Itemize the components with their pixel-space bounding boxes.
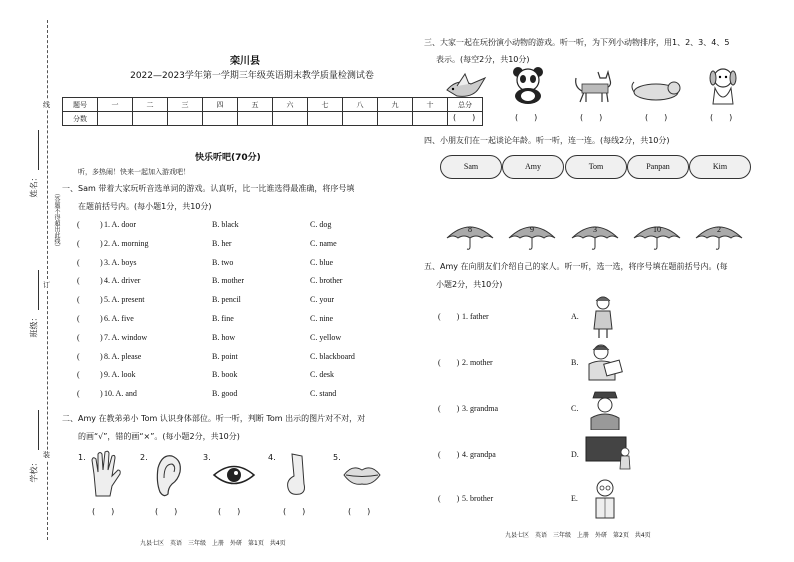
score-table-score-row: 分数: [63, 112, 483, 126]
name-cloud-sam[interactable]: Sam: [440, 155, 502, 179]
q1-answer-close[interactable]: ): [100, 220, 103, 229]
q5-option-letter: B.: [571, 358, 579, 367]
q4-instruction: 四、小朋友们在一起谈论年龄。听一听，连一连。(每线2分，共10分): [424, 136, 670, 145]
q1-answer-close[interactable]: ): [100, 352, 103, 361]
q1-option-c: C. dog: [310, 220, 332, 229]
q1-option-a: 4. A. driver: [104, 276, 141, 285]
age-number: 8: [468, 225, 472, 234]
q1-option-c: C. brother: [310, 276, 343, 285]
q5-option-letter: E.: [571, 494, 578, 503]
q1-answer-close[interactable]: ): [100, 276, 103, 285]
q1-option-c: C. blackboard: [310, 352, 355, 361]
q3-instruction-1: 三、大家一起在玩扮演小动物的游戏。听一听，为下列小动物排序，用1、2、3、4、5: [424, 38, 730, 47]
hand-image: [88, 450, 124, 498]
name-cloud-amy[interactable]: Amy: [502, 155, 564, 179]
q5-family-word: 2. mother: [462, 358, 493, 367]
age-number: 9: [530, 225, 534, 234]
foot-image: [282, 452, 308, 498]
age-umbrella[interactable]: [570, 222, 620, 250]
age-umbrella[interactable]: [632, 222, 682, 250]
age-number: 10: [653, 225, 661, 234]
q1-answer-close[interactable]: ): [100, 370, 103, 379]
class-label: 班级：: [29, 313, 39, 338]
q1-answer-close[interactable]: ): [100, 239, 103, 248]
q1-option-a: 7. A. window: [104, 333, 148, 342]
q5-answer-blank[interactable]: ( ): [438, 404, 460, 413]
q3-blank-1[interactable]: ( ): [453, 113, 476, 122]
score-table-header-row: 题号 一 二 三 四 五 六 七 八 九 十 总分: [63, 98, 483, 112]
name-cloud-panpan[interactable]: Panpan: [627, 155, 689, 179]
q3-blank-3[interactable]: ( ): [580, 113, 603, 122]
q1-answer-close[interactable]: ): [100, 389, 103, 398]
q1-instruction-1: 一、Sam 带着大家玩听音选单词的游戏。认真听，比一比谁选得最准确，将序号填: [62, 184, 355, 193]
county-title: 栾川县: [230, 56, 260, 67]
q2-num-3: 3.: [203, 453, 211, 462]
score-table: [62, 97, 483, 126]
q1-answer-open[interactable]: (: [77, 314, 80, 323]
q2-num-1: 1.: [78, 453, 86, 462]
q1-answer-open[interactable]: (: [77, 352, 80, 361]
q1-option-a: 2. A. morning: [104, 239, 149, 248]
name-label: 姓名：: [29, 173, 39, 198]
q1-option-b: B. book: [212, 370, 238, 379]
grandma-reading-image: [585, 342, 625, 382]
q2-num-4: 4.: [268, 453, 276, 462]
q1-option-a: 3. A. boys: [104, 258, 137, 267]
q1-option-a: 1. A. door: [104, 220, 136, 229]
q1-option-b: B. her: [212, 239, 232, 248]
q1-answer-close[interactable]: ): [100, 314, 103, 323]
q5-answer-blank[interactable]: ( ): [438, 494, 460, 503]
cat-image: [572, 68, 616, 104]
school-label: 学校：: [29, 458, 39, 483]
q1-answer-open[interactable]: (: [77, 220, 80, 229]
q1-option-b: B. how: [212, 333, 236, 342]
eye-image: [212, 462, 256, 488]
q1-answer-open[interactable]: (: [77, 258, 80, 267]
exam-title: 2022—2023学年第一学期三年级英语期末教学质量检测试卷: [130, 71, 374, 81]
panda-image: [510, 66, 546, 104]
q1-option-b: B. good: [212, 389, 238, 398]
q1-option-a: 6. A. five: [104, 314, 134, 323]
q2-blank-1[interactable]: ( ): [92, 507, 115, 516]
mouth-image: [342, 464, 382, 486]
class-underline: [38, 270, 39, 310]
q5-instruction-2: 小题2分，共10分): [436, 280, 503, 289]
q1-option-c: C. blue: [310, 258, 334, 267]
mark-line: 线: [43, 101, 50, 109]
section-title: 快乐听吧(70分): [195, 153, 261, 163]
q5-option-letter: C.: [571, 404, 579, 413]
age-number: 2: [717, 225, 721, 234]
intro-text: 听，多热闹！快来一起加入游戏吧！: [78, 168, 190, 176]
q5-answer-blank[interactable]: ( ): [438, 450, 460, 459]
q5-family-word: 1. father: [462, 312, 489, 321]
q5-option-letter: A.: [571, 312, 579, 321]
q1-option-c: C. desk: [310, 370, 334, 379]
mark-bind: 装: [43, 451, 50, 459]
school-underline: [38, 410, 39, 450]
age-umbrella[interactable]: [507, 222, 557, 250]
q1-answer-open[interactable]: (: [77, 276, 80, 285]
q2-num-5: 5.: [333, 453, 341, 462]
q5-family-word: 3. grandma: [462, 404, 498, 413]
q1-option-b: B. mother: [212, 276, 244, 285]
q1-option-b: B. two: [212, 258, 234, 267]
q1-answer-open[interactable]: (: [77, 370, 80, 379]
age-umbrella[interactable]: [445, 222, 495, 250]
q3-blank-2[interactable]: ( ): [515, 113, 538, 122]
footer-left: 九县七区 英语 三年级 上册 外研 第1页 共4页: [140, 540, 286, 547]
q1-option-b: B. pencil: [212, 295, 241, 304]
q1-instruction-2: 在题前括号内。(每小题1分，共10分): [78, 202, 212, 211]
policeman-image: [587, 388, 623, 430]
q1-answer-open[interactable]: (: [77, 389, 80, 398]
q1-answer-open[interactable]: (: [77, 295, 80, 304]
q1-answer-close[interactable]: ): [100, 295, 103, 304]
q1-option-b: B. point: [212, 352, 238, 361]
q5-answer-blank[interactable]: ( ): [438, 358, 460, 367]
binding-margin: [0, 0, 58, 562]
q1-option-c: C. yellow: [310, 333, 342, 342]
q1-option-a: 5. A. present: [104, 295, 145, 304]
q3-instruction-2: 表示。(每空2分，共10分): [436, 55, 530, 64]
grandpa-image: [592, 478, 618, 522]
q5-option-letter: D.: [571, 450, 579, 459]
q1-option-a: 9. A. look: [104, 370, 136, 379]
name-underline: [38, 130, 39, 170]
dog-image: [705, 66, 741, 106]
q1-option-c: C. stand: [310, 389, 337, 398]
name-cloud-kim[interactable]: Kim: [689, 155, 751, 179]
q3-blank-5[interactable]: ( ): [710, 113, 733, 122]
q1-option-c: C. name: [310, 239, 337, 248]
q1-option-c: C. nine: [310, 314, 334, 323]
q2-blank-4[interactable]: ( ): [283, 507, 306, 516]
q2-num-2: 2.: [140, 453, 148, 462]
q2-blank-5[interactable]: ( ): [348, 507, 371, 516]
q2-blank-2[interactable]: ( ): [155, 507, 178, 516]
q2-instruction-2: 的画“√”，错的画“×”。(每小题2分，共10分): [78, 432, 240, 441]
age-number: 3: [593, 225, 597, 234]
girl-image: [590, 295, 616, 339]
q1-option-b: B. fine: [212, 314, 234, 323]
q5-family-word: 4. grandpa: [462, 450, 496, 459]
q5-family-word: 5. brother: [462, 494, 494, 503]
age-umbrella[interactable]: [694, 222, 744, 250]
q1-option-a: 10. A. and: [104, 389, 137, 398]
q1-option-c: C. your: [310, 295, 334, 304]
footer-right: 九县七区 英语 三年级 上册 外研 第2页 共4页: [505, 532, 651, 539]
mark-order: 订: [43, 281, 50, 289]
q1-option-b: B. black: [212, 220, 239, 229]
bird-image: [443, 72, 489, 102]
q1-option-a: 8. A. please: [104, 352, 142, 361]
ear-image: [152, 452, 184, 498]
q5-instruction-1: 五、Amy 在向朋友们介绍自己的家人。听一听，选一选，将序号填在题前括号内。(每: [424, 262, 728, 271]
teacher-blackboard-image: [585, 436, 637, 470]
lying-animal-image: [630, 76, 682, 102]
q3-blank-4[interactable]: ( ): [645, 113, 668, 122]
q2-instruction-1: 二、Amy 在教弟弟小 Tom 认识身体部位。听一听，判断 Tom 出示的图片对不对，对: [62, 414, 366, 423]
q2-blank-3[interactable]: ( ): [218, 507, 241, 516]
q1-answer-open[interactable]: (: [77, 333, 80, 342]
q1-answer-close[interactable]: ): [100, 333, 103, 342]
name-cloud-tom[interactable]: Tom: [565, 155, 627, 179]
q5-answer-blank[interactable]: ( ): [438, 312, 460, 321]
margin-notice: （答题不得超出此线）: [53, 190, 60, 250]
q1-answer-open[interactable]: (: [77, 239, 80, 248]
q1-answer-close[interactable]: ): [100, 258, 103, 267]
